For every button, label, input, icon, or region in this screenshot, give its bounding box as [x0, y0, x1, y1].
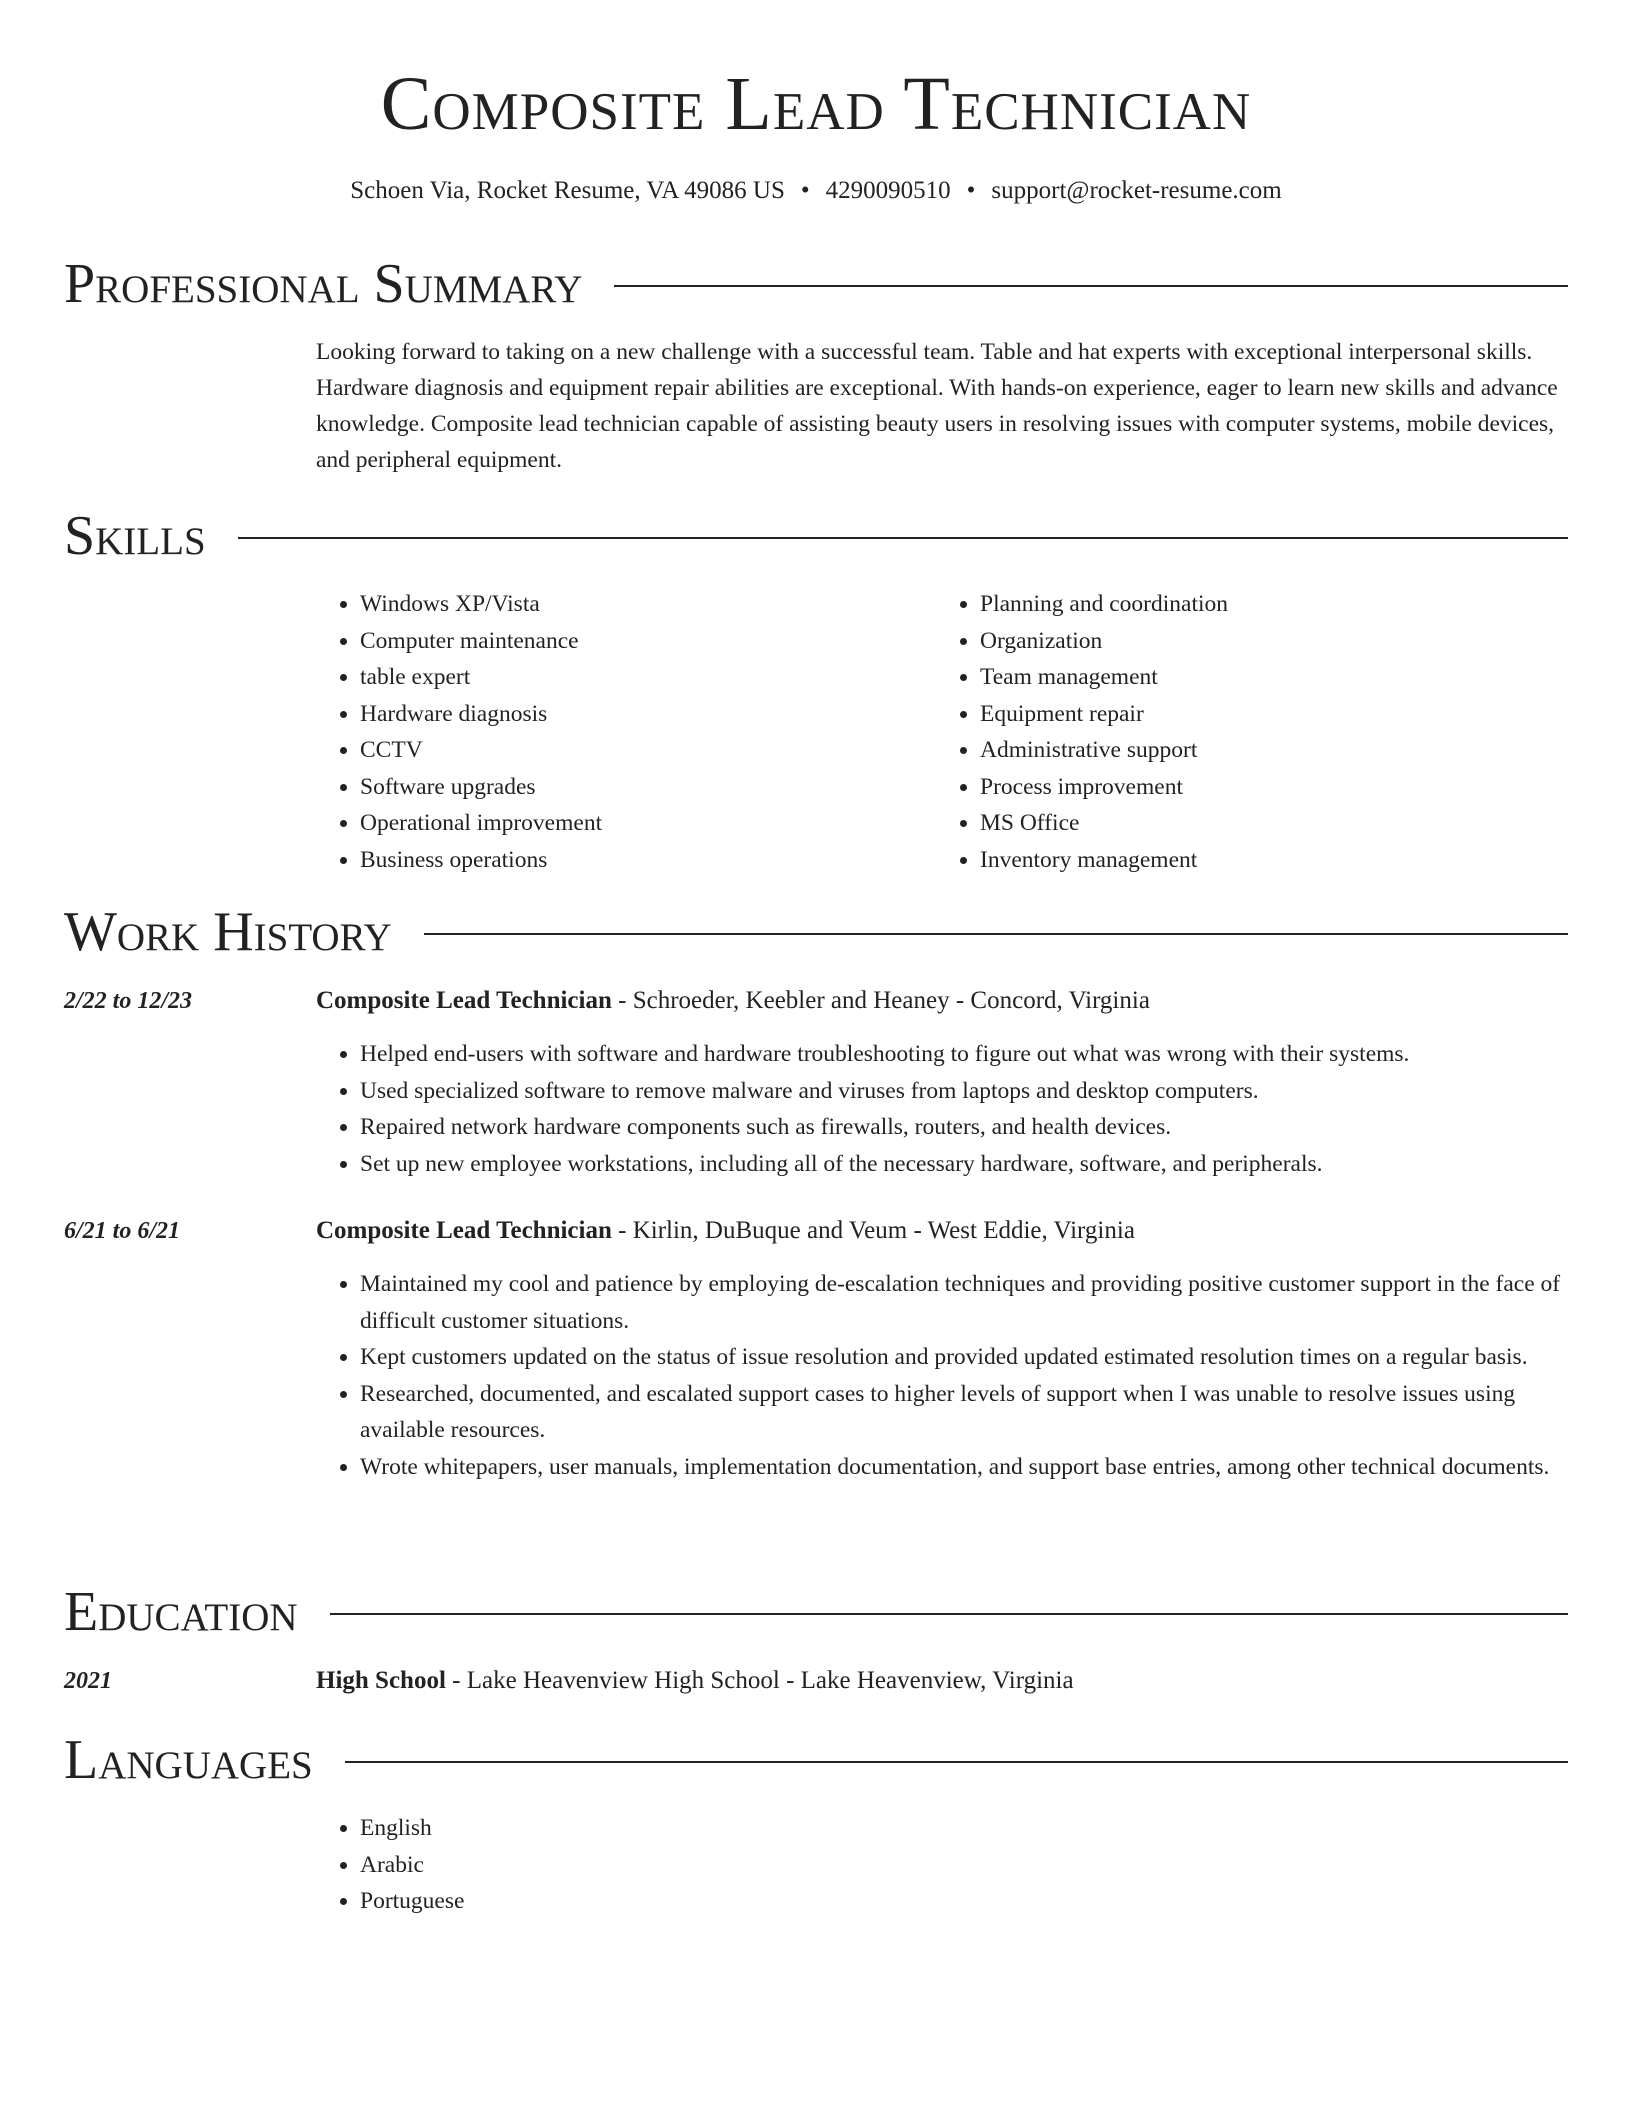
- summary-section-header: [64, 252, 1568, 316]
- skills-column-left: [316, 586, 936, 878]
- job-employer: - Kirlin, DuBuque and Veum - West Eddie, Virginia: [611, 1217, 1135, 1244]
- languages-list: [316, 1810, 1568, 1920]
- summary-text: Looking forward to taking on a new challenge with a successful team. Table and hat experts with exceptional interpersonal skills. Hardware diagnosis and equipment repair abilities are exceptional. With hands-on experience, eager to learn new skills and advance knowledge. Composite lead technician capable of assisting beauty users in resolving issues with computer systems, mobile devices, and peripheral equipment.: [316, 339, 1558, 473]
- job-role: Composite Lead Technician: [316, 1217, 612, 1244]
- job-dates: 6/21 to 6/21: [64, 1218, 181, 1244]
- section-divider: [330, 1613, 1568, 1615]
- skill-item: • Organization: [980, 623, 1556, 660]
- skill-item: • Administrative support: [980, 732, 1556, 769]
- skill-item: • Planning and coordination: [980, 586, 1556, 623]
- language-item: • Portuguese: [360, 1883, 1568, 1920]
- skill-item: • Equipment repair: [980, 696, 1556, 733]
- section-divider: [345, 1761, 1568, 1763]
- job-bullet: • Maintained my cool and patience by employing de-escalation techniques and providing positive customer support in the face of difficult customer situations.: [360, 1266, 1568, 1339]
- skill-item: • Operational improvement: [360, 805, 936, 842]
- skill-item: • Hardware diagnosis: [360, 696, 936, 733]
- education-degree: High School: [316, 1667, 446, 1694]
- skill-item: • CCTV: [360, 732, 936, 769]
- job-responsibilities: [316, 1036, 1568, 1182]
- work-section-title: Work History: [64, 901, 392, 963]
- skill-item: • Windows XP/Vista: [360, 586, 936, 623]
- skills-list: [316, 586, 1568, 878]
- job-employer: - Schroeder, Keebler and Heaney - Concord, Virginia: [611, 987, 1150, 1014]
- job-bullet: • Kept customers updated on the status of issue resolution and provided updated estimated resolution times on a regular basis.: [360, 1339, 1568, 1376]
- skill-item: • MS Office: [980, 805, 1556, 842]
- job-bullet: • Helped end-users with software and hardware troubleshooting to figure out what was wrong with their systems.: [360, 1036, 1568, 1073]
- skill-item: • Inventory management: [980, 842, 1556, 879]
- work-section-header: [64, 900, 1568, 964]
- skill-item: • Process improvement: [980, 769, 1556, 806]
- skills-column-right: [936, 586, 1556, 878]
- summary-section-title: Professional Summary: [64, 253, 583, 315]
- skill-item: • Computer maintenance: [360, 623, 936, 660]
- contact-separator: •: [800, 177, 810, 204]
- education-school: - Lake Heavenview High School - Lake Heavenview, Virginia: [445, 1667, 1074, 1694]
- education-line: [316, 1664, 1568, 1698]
- skills-section-header: [64, 504, 1568, 568]
- job-responsibilities: [316, 1266, 1568, 1485]
- job-bullet: • Wrote whitepapers, user manuals, implementation documentation, and support base entries, among other technical documents.: [360, 1449, 1568, 1486]
- language-item: • Arabic: [360, 1847, 1568, 1884]
- languages-section-title: Languages: [64, 1729, 313, 1791]
- section-divider: [614, 285, 1568, 287]
- contact-separator: •: [966, 177, 976, 204]
- skill-item: • Business operations: [360, 842, 936, 879]
- section-divider: [424, 933, 1568, 935]
- contact-address: Schoen Via, Rocket Resume, VA 49086 US: [350, 177, 785, 204]
- contact-phone: 4290090510: [825, 177, 951, 204]
- skill-item: • table expert: [360, 659, 936, 696]
- language-item: • English: [360, 1810, 1568, 1847]
- job-bullet: • Set up new employee workstations, including all of the necessary hardware, software, and peripherals.: [360, 1146, 1568, 1183]
- skills-section-title: Skills: [64, 505, 206, 567]
- job-bullet: • Researched, documented, and escalated support cases to higher levels of support when I was unable to resolve issues using available resources.: [360, 1376, 1568, 1449]
- contact-line: [0, 174, 1632, 208]
- education-year: 2021: [64, 1668, 112, 1694]
- job-dates: 2/22 to 12/23: [64, 988, 193, 1014]
- job-title-line: [316, 984, 1568, 1018]
- education-section-header: [64, 1580, 1568, 1644]
- job-bullet: • Used specialized software to remove malware and viruses from laptops and desktop computers.: [360, 1073, 1568, 1110]
- job-role: Composite Lead Technician: [316, 987, 612, 1014]
- education-section-title: Education: [64, 1581, 298, 1643]
- job-title-line: [316, 1214, 1568, 1248]
- skill-item: • Team management: [980, 659, 1556, 696]
- resume-name: Composite Lead Technician: [380, 62, 1252, 146]
- skill-item: • Software upgrades: [360, 769, 936, 806]
- section-divider: [238, 537, 1568, 539]
- languages-section-header: [64, 1728, 1568, 1792]
- contact-email: support@rocket-resume.com: [991, 177, 1282, 204]
- job-bullet: • Repaired network hardware components such as firewalls, routers, and health devices.: [360, 1109, 1568, 1146]
